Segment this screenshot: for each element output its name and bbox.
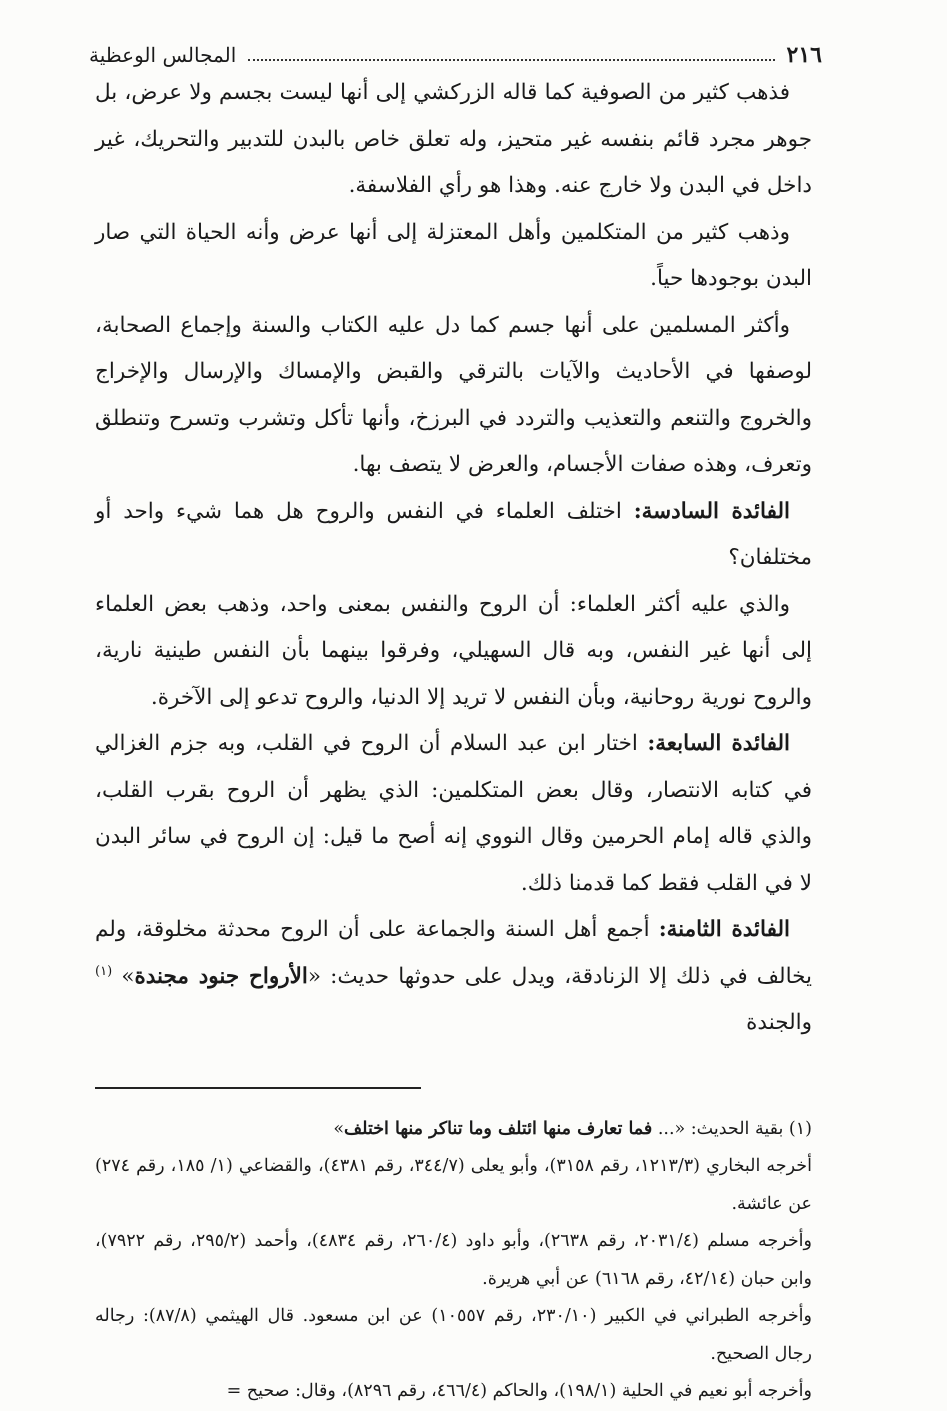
hadith-close-quote: » [121,963,135,989]
paragraph-soul-and-self: والذي عليه أكثر العلماء: أن الروح والنفس بمعنى واحد، وذهب بعض العلماء إلى أنها غير النفس، وبه قال السهيلي، وفرقوا بينهما بأن النفس طينية نارية، والروح نورية روحانية، وبأن النفس لا تريد إلا الدنيا، والروح تدعو إلى الآخرة. [95,591,812,710]
footnote-1-hadith: فما تعارف منها ائتلف وما تناكر منها اختلف [344,1118,653,1139]
seventh-benefit-heading: الفائدة السابعة: [647,731,791,756]
footnote-reference[interactable]: (١) [95,963,113,979]
sixth-benefit-heading: الفائدة السادسة: [633,498,790,524]
footnote-1-suffix: » [333,1118,345,1139]
running-header [89,40,822,70]
hadith-quote: الأرواح جنود مجندة [134,963,308,989]
footnote-tabarani: وأخرجه الطبراني في الكبير (٢٣٠/١٠، رقم ١٠٥٥٧) عن ابن مسعود. قال الهيثمي (٨٧/٨): رجاله رجال الصحيح. [95,1306,812,1364]
footnote-bukhari: أخرجه البخاري (١٢١٣/٣، رقم ٣١٥٨)، وأبو يعلى (٣٤٤/٧، رقم ٤٣٨١)، والقضاعي (١/ ١٨٥، رقم ٢٧٤) عن عائشة. [95,1156,812,1214]
footnote-separator [95,1087,421,1089]
eighth-benefit-tail: والجندة [746,1010,812,1035]
eighth-benefit-heading: الفائدة الثامنة: [658,917,790,942]
paragraph-sixth-benefit [95,489,812,582]
main-text [95,70,812,1047]
book-title: المجالس الوعظية [89,43,237,67]
paragraph-muslims-view: وأكثر المسلمين على أنها جسم كما دل عليه الكتاب والسنة وإجماع الصحابة، لوصفها في الأحاديث والآيات بالترقي والقبض والإمساك والإرسال والإخراج والخروج والتنعم والتعذيب والتردد في البرزخ، وأنها تأكل وتشرب وتسرح وتنطلق وتعرف، وهذه صفات الأجسام، والعرض لا يتصف بها. [95,312,812,477]
paragraph-sufi-view: فذهب كثير من الصوفية كما قاله الزركشي إلى أنها ليست بجسم ولا عرض، بل جوهر مجرد قائم بنفسه غير متحيز، وله تعلق خاص بالبدن للتدبير والتحريك، غير داخل في البدن ولا خارج عنه. وهذا هو رأي الفلاسفة. [95,80,812,198]
paragraph-eighth-benefit [95,907,812,1047]
paragraph-seventh-benefit [95,721,812,907]
footnotes [95,1111,812,1411]
paragraph-mutazila-view: وذهب كثير من المتكلمين وأهل المعتزلة إلى أنها عرض وأنه الحياة التي صار البدن بوجودها حياً. [95,219,812,291]
header-dotted-leader [248,59,774,61]
seventh-benefit-text: اختار ابن عبد السلام أن الروح في القلب، وبه جزم الغزالي في كتابه الانتصار، وقال بعض المتكلمين: الذي يظهر أن الروح بقرب القلب، والذي قاله إمام الحرمين وقال النووي إنه أصح ما قيل: إن الروح في سائر البدن لا في القلب فقط كما قدمنا ذلك. [95,731,812,896]
footnote-1 [95,1111,812,1149]
sixth-benefit-text: اختلف العلماء في النفس والروح هل هما شيء واحد أو مختلفان؟ [95,498,812,570]
footnote-abu-nuaym: وأخرجه أبو نعيم في الحلية (١٩٨/١)، والحاكم (٤٦٦/٤، رقم ٨٢٩٦)، وقال: صحيح = [226,1381,812,1401]
footnote-1-prefix: (١) بقية الحديث: «... [652,1118,812,1139]
eighth-benefit-text: أجمع أهل السنة والجماعة على أن الروح محدثة مخلوقة، ولم يخالف في ذلك إلا الزنادقة، ويدل على حدوثها حديث: « [95,917,813,989]
footnote-muslim: وأخرجه مسلم (٢٠٣١/٤، رقم ٢٦٣٨)، وأبو داود (٢٦٠/٤، رقم ٤٨٣٤)، وأحمد (٢٩٥/٢، رقم ٧٩٢٢)، وابن حبان (٤٢/١٤، رقم ٦١٦٨) عن أبي هريرة. [95,1231,812,1289]
page-number: ٢١٦ [786,42,822,68]
